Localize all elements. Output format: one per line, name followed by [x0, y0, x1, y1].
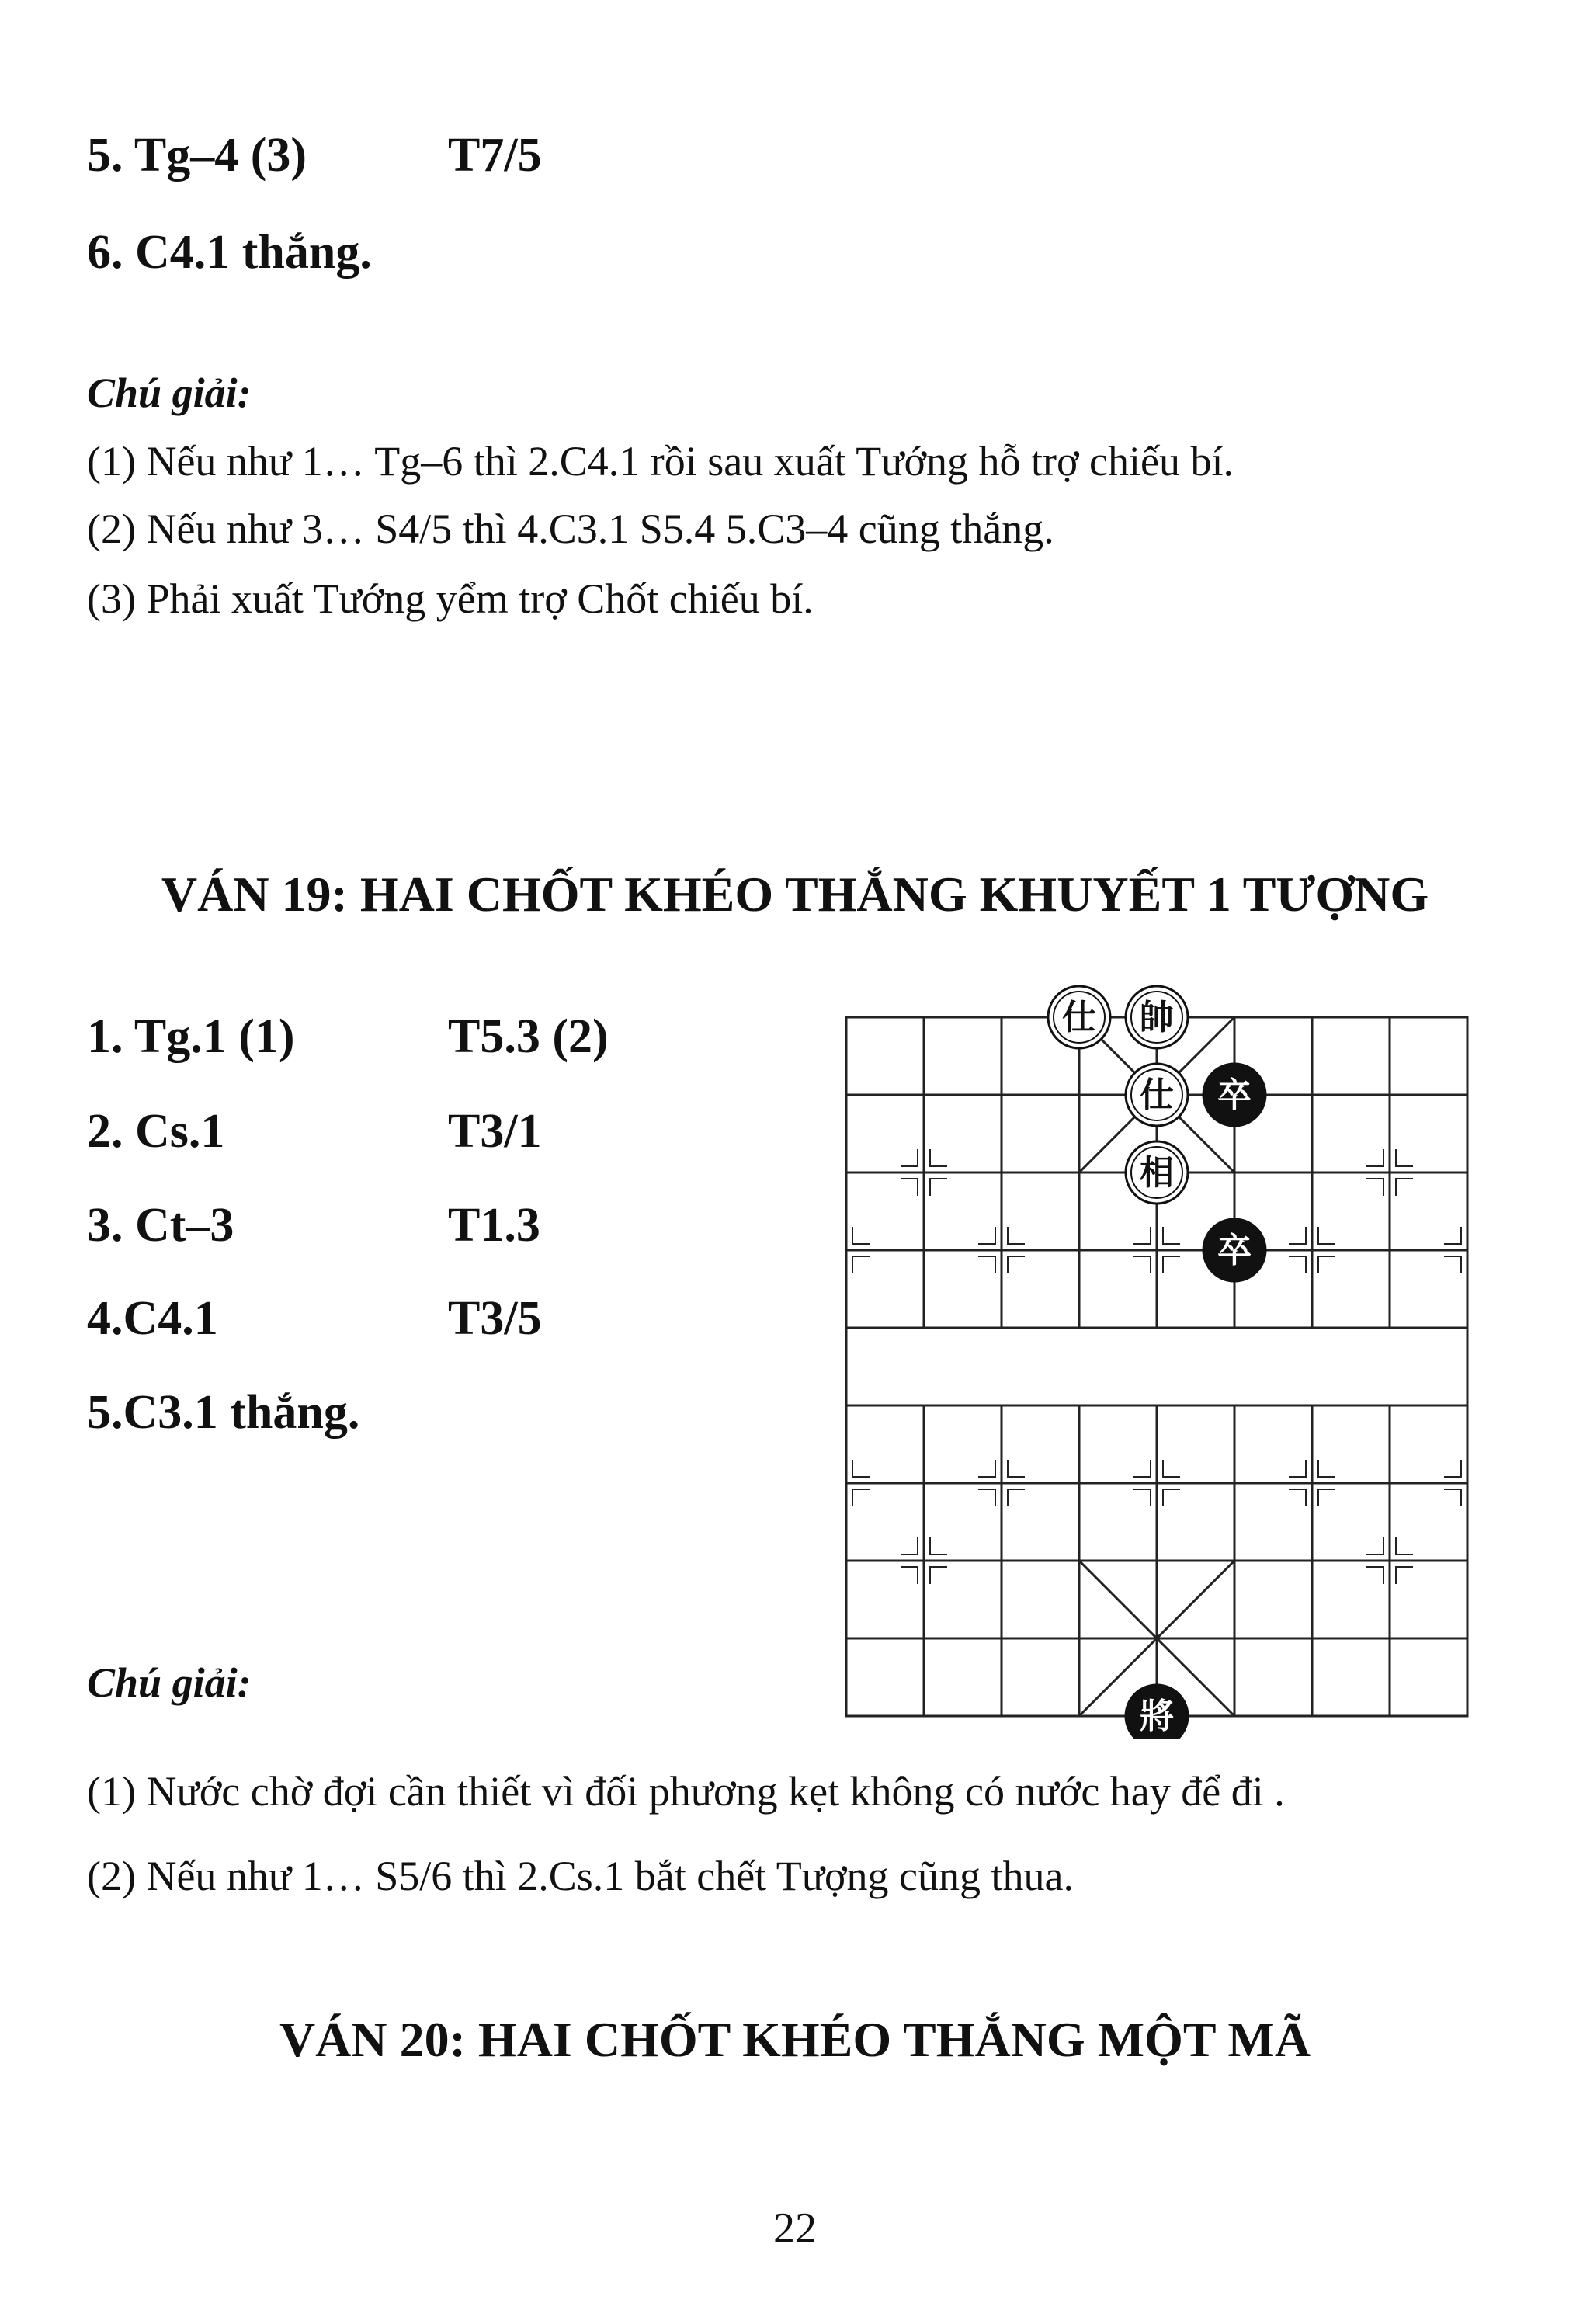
note-1-1: (1) Nếu như 1… Tg–6 thì 2.C4.1 rồi sau xuất Tướng hỗ trợ chiếu bí. — [87, 438, 1234, 485]
g19-move-3-left: 3. Ct–3 — [87, 1199, 234, 1252]
position-marker — [1163, 1256, 1180, 1273]
position-marker — [978, 1227, 995, 1244]
position-marker — [1289, 1489, 1306, 1506]
page-number: 22 — [773, 2204, 817, 2253]
xiangqi-board-diagram — [823, 971, 1498, 1739]
position-marker — [1366, 1567, 1383, 1584]
piece-label: 卒 — [1217, 1231, 1252, 1270]
g19-move-2-right: T3/1 — [448, 1105, 542, 1158]
position-marker — [1444, 1227, 1461, 1244]
position-marker — [1444, 1256, 1461, 1273]
position-marker — [1008, 1227, 1025, 1244]
position-marker — [852, 1256, 870, 1273]
position-marker — [1289, 1460, 1306, 1477]
position-marker — [1133, 1227, 1151, 1244]
game-20-title: VÁN 20: HAI CHỐT KHÉO THẮNG MỘT MÃ — [279, 2012, 1311, 2067]
g19-note-1: (1) Nước chờ đợi cần thiết vì đối phương kẹt không có nước hay để đi . — [87, 1768, 1285, 1815]
position-marker — [1366, 1537, 1383, 1555]
g19-move-2-left: 2. Cs.1 — [87, 1105, 225, 1158]
position-marker — [1318, 1227, 1335, 1244]
position-marker — [930, 1179, 947, 1196]
g19-move-1-left: 1. Tg.1 (1) — [87, 1010, 295, 1063]
position-marker — [852, 1227, 870, 1244]
g19-notes-title: Chú giải: — [87, 1659, 252, 1706]
note-1-2: (2) Nếu như 3… S4/5 thì 4.C3.1 S5.4 5.C3–4 cũng thắng. — [87, 505, 1054, 552]
position-marker — [901, 1537, 918, 1555]
position-marker — [1366, 1179, 1383, 1196]
g19-move-3-right: T1.3 — [448, 1199, 540, 1252]
move-6-left: 6. C4.1 thắng. — [87, 226, 372, 279]
position-marker — [1133, 1256, 1151, 1273]
piece-label: 仕 — [1062, 998, 1096, 1037]
position-marker — [930, 1537, 947, 1555]
position-marker — [978, 1460, 995, 1477]
position-marker — [1396, 1567, 1413, 1584]
piece-label: 相 — [1140, 1153, 1174, 1193]
game-19-title: VÁN 19: HAI CHỐT KHÉO THẮNG KHUYẾT 1 TƯỢNG — [161, 867, 1429, 922]
position-marker — [901, 1567, 918, 1584]
position-marker — [1289, 1227, 1306, 1244]
piece-label: 帥 — [1140, 998, 1174, 1037]
g19-move-5-left: 5.C3.1 thắng. — [87, 1386, 360, 1439]
position-marker — [1318, 1460, 1335, 1477]
g19-move-4-right: T3/5 — [448, 1292, 542, 1345]
position-marker — [978, 1489, 995, 1506]
g19-move-1-right: T5.3 (2) — [448, 1010, 609, 1063]
position-marker — [1396, 1149, 1413, 1166]
move-5-right: T7/5 — [448, 129, 542, 182]
piece-label: 仕 — [1140, 1075, 1174, 1115]
position-marker — [1444, 1489, 1461, 1506]
position-marker — [1163, 1489, 1180, 1506]
position-marker — [1318, 1256, 1335, 1273]
position-marker — [1444, 1460, 1461, 1477]
position-marker — [901, 1179, 918, 1196]
position-marker — [852, 1489, 870, 1506]
position-marker — [1396, 1179, 1413, 1196]
position-marker — [1008, 1489, 1025, 1506]
position-marker — [1366, 1149, 1383, 1166]
position-marker — [1008, 1256, 1025, 1273]
note-1-3: (3) Phải xuất Tướng yểm trợ Chốt chiếu bí. — [87, 575, 814, 622]
position-marker — [930, 1567, 947, 1584]
position-marker — [1163, 1227, 1180, 1244]
g19-note-2: (2) Nếu như 1… S5/6 thì 2.Cs.1 bắt chết Tượng cũng thua. — [87, 1853, 1074, 1899]
position-marker — [1008, 1460, 1025, 1477]
position-marker — [930, 1149, 947, 1166]
notes-1-title: Chú giải: — [87, 370, 252, 416]
piece-label: 卒 — [1217, 1075, 1252, 1115]
position-marker — [901, 1149, 918, 1166]
piece-label: 將 — [1140, 1697, 1174, 1736]
position-marker — [1163, 1460, 1180, 1477]
position-marker — [1318, 1489, 1335, 1506]
move-5-left: 5. Tg–4 (3) — [87, 129, 307, 182]
position-marker — [1133, 1489, 1151, 1506]
position-marker — [978, 1256, 995, 1273]
g19-move-4-left: 4.C4.1 — [87, 1292, 218, 1345]
position-marker — [1396, 1537, 1413, 1555]
position-marker — [852, 1460, 870, 1477]
position-marker — [1133, 1460, 1151, 1477]
position-marker — [1289, 1256, 1306, 1273]
